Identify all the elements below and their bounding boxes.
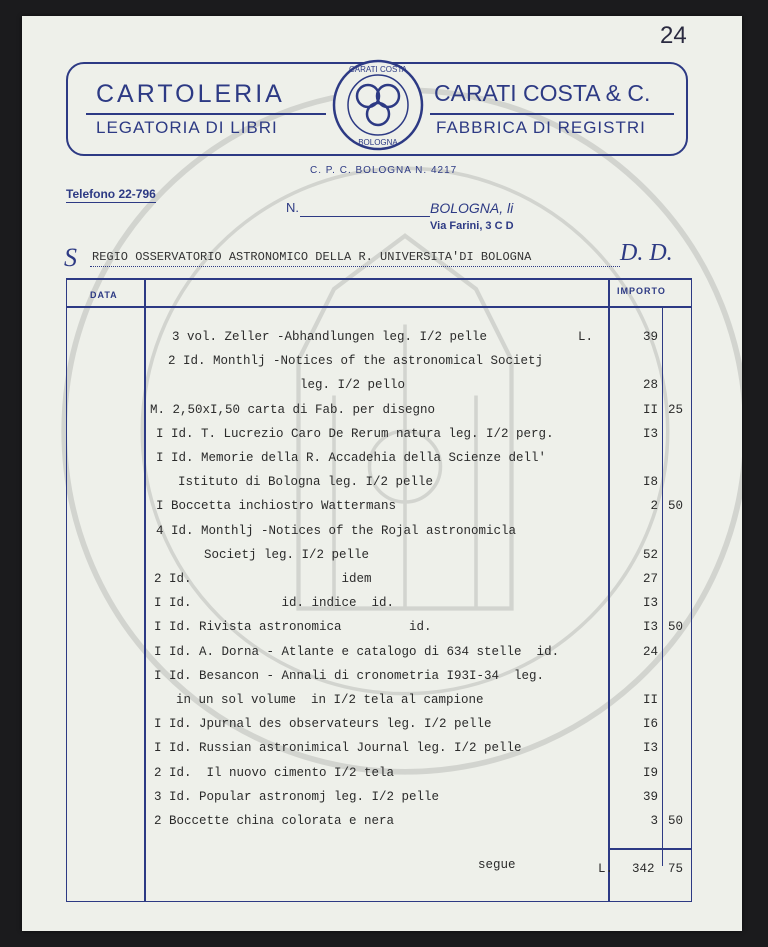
total-lire: 342 [632,862,655,876]
ledger-row-currency: L. [578,330,594,344]
ledger-row-lire: I3 [642,427,658,441]
ledger-row-lire: 27 [642,572,658,586]
ledger-row-lire: 2 [650,499,658,513]
letterhead-rule-right [430,113,674,115]
ledger-row-description: M. 2,50xI,50 carta di Fab. per disegno [150,403,436,417]
column-header-importo: IMPORTO [617,286,666,296]
svg-text:CARATI COSTA: CARATI COSTA [349,65,407,74]
page-number: 24 [660,22,687,49]
ledger-row-description: in un sol volume in I/2 tela al campione [176,693,484,707]
total-currency: L. [598,862,614,876]
letterhead-fabbrica: FABBRICA DI REGISTRI [436,118,646,137]
ledger-row-description: 2 Id. Monthlj -Notices of the astronomical Societj [168,354,544,368]
ledger-row-lire: I9 [642,766,658,780]
ledger-row-lire: 39 [642,790,658,804]
address: Via Farini, 3 C D [430,220,514,232]
ledger-row-lire: 24 [642,645,658,659]
ledger-row-lire: I3 [642,620,658,634]
letterhead-legatoria: LEGATORIA DI LIBRI [96,118,278,137]
ledger-table [66,278,692,902]
ledger-row-description: I Id. A. Dorna - Atlante e catalogo di 634 stelle id. [154,645,560,659]
ledger-row-lire: 3 [650,814,658,828]
ledger-row-description: leg. I/2 pello [300,378,406,392]
ledger-row-description: 3 vol. Zeller -Abhandlungen leg. I/2 pelle [172,330,488,344]
ledger-row-description: 2 Id. Il nuovo cimento I/2 tela [154,766,395,780]
company-logo [330,58,426,152]
ledger-row-lire: I3 [642,741,658,755]
ccp-number: C. P. C. BOLOGNA N. 4217 [310,165,458,176]
ledger-row-lire: I6 [642,717,658,731]
ledger-row-lire: 28 [642,378,658,392]
cent-column-divider [662,306,663,866]
segue-label: segue [478,858,516,872]
ledger-row-description: I Id. Memorie della R. Accadehia della Scienze dell' [156,451,547,465]
city-date: BOLOGNA, li [430,200,514,216]
importo-column-divider [608,278,610,902]
ledger-row-description: 4 Id. Monthlj -Notices of the Rojal astronomicla [156,524,517,538]
recipient-dotted-line [90,266,620,267]
recipient-name: REGIO OSSERVATORIO ASTRONOMICO DELLA R. UNIVERSITA'DI BOLOGNA [92,250,532,264]
ledger-row-lire: 52 [642,548,658,562]
ledger-row-cent: 50 [668,499,684,513]
recipient-suffix: D. D. [620,240,673,266]
ledger-row-description: 2 Id. idem [154,572,372,586]
ledger-row-lire: I8 [642,475,658,489]
ledger-row-description: I Id. Besancon - Annali di cronometria I93I-34 leg. [154,669,545,683]
svg-text:BOLOGNA: BOLOGNA [358,138,398,147]
ledger-row-description: 2 Boccette china colorata e nera [154,814,395,828]
ledger-row-cent: 25 [668,403,684,417]
column-header-data: DATA [90,290,118,300]
invoice-number-line [300,216,430,217]
ledger-row-lire: II [642,693,658,707]
ledger-row-description: I Boccetta inchiostro Wattermans [156,499,397,513]
ledger-row-description: I Id. Russian astronimical Journal leg. I/2 pelle [154,741,522,755]
total-rule [608,848,692,850]
ledger-row-lire: 39 [642,330,658,344]
table-header-rule [66,306,692,308]
ledger-row-description: I Id. Jpurnal des observateurs leg. I/2 pelle [154,717,492,731]
ledger-row-cent: 50 [668,620,684,634]
letterhead-cartoleria: CARTOLERIA [96,80,285,108]
ledger-row-description: I Id. Rivista astronomica id. [154,620,432,634]
letterhead-rule-left [86,113,326,115]
ledger-row-description: Societj leg. I/2 pelle [204,548,370,562]
invoice-number-label: N. [286,200,299,215]
data-column-divider [144,278,146,902]
ledger-row-lire: I3 [642,596,658,610]
recipient-prefix: S [64,243,77,272]
ledger-row-description: I Id. T. Lucrezio Caro De Rerum natura leg. I/2 perg. [156,427,554,441]
telephone: Telefono 22-796 [66,187,156,201]
ledger-row-description: Istituto di Bologna leg. I/2 pelle [178,475,434,489]
ledger-row-description: I Id. id. indice id. [154,596,395,610]
total-cent: 75 [668,862,684,876]
ledger-row-lire: II [642,403,658,417]
ledger-row-description: 3 Id. Popular astronomj leg. I/2 pelle [154,790,440,804]
letterhead-carati-costa: CARATI COSTA & C. [434,80,651,106]
ledger-row-cent: 50 [668,814,684,828]
